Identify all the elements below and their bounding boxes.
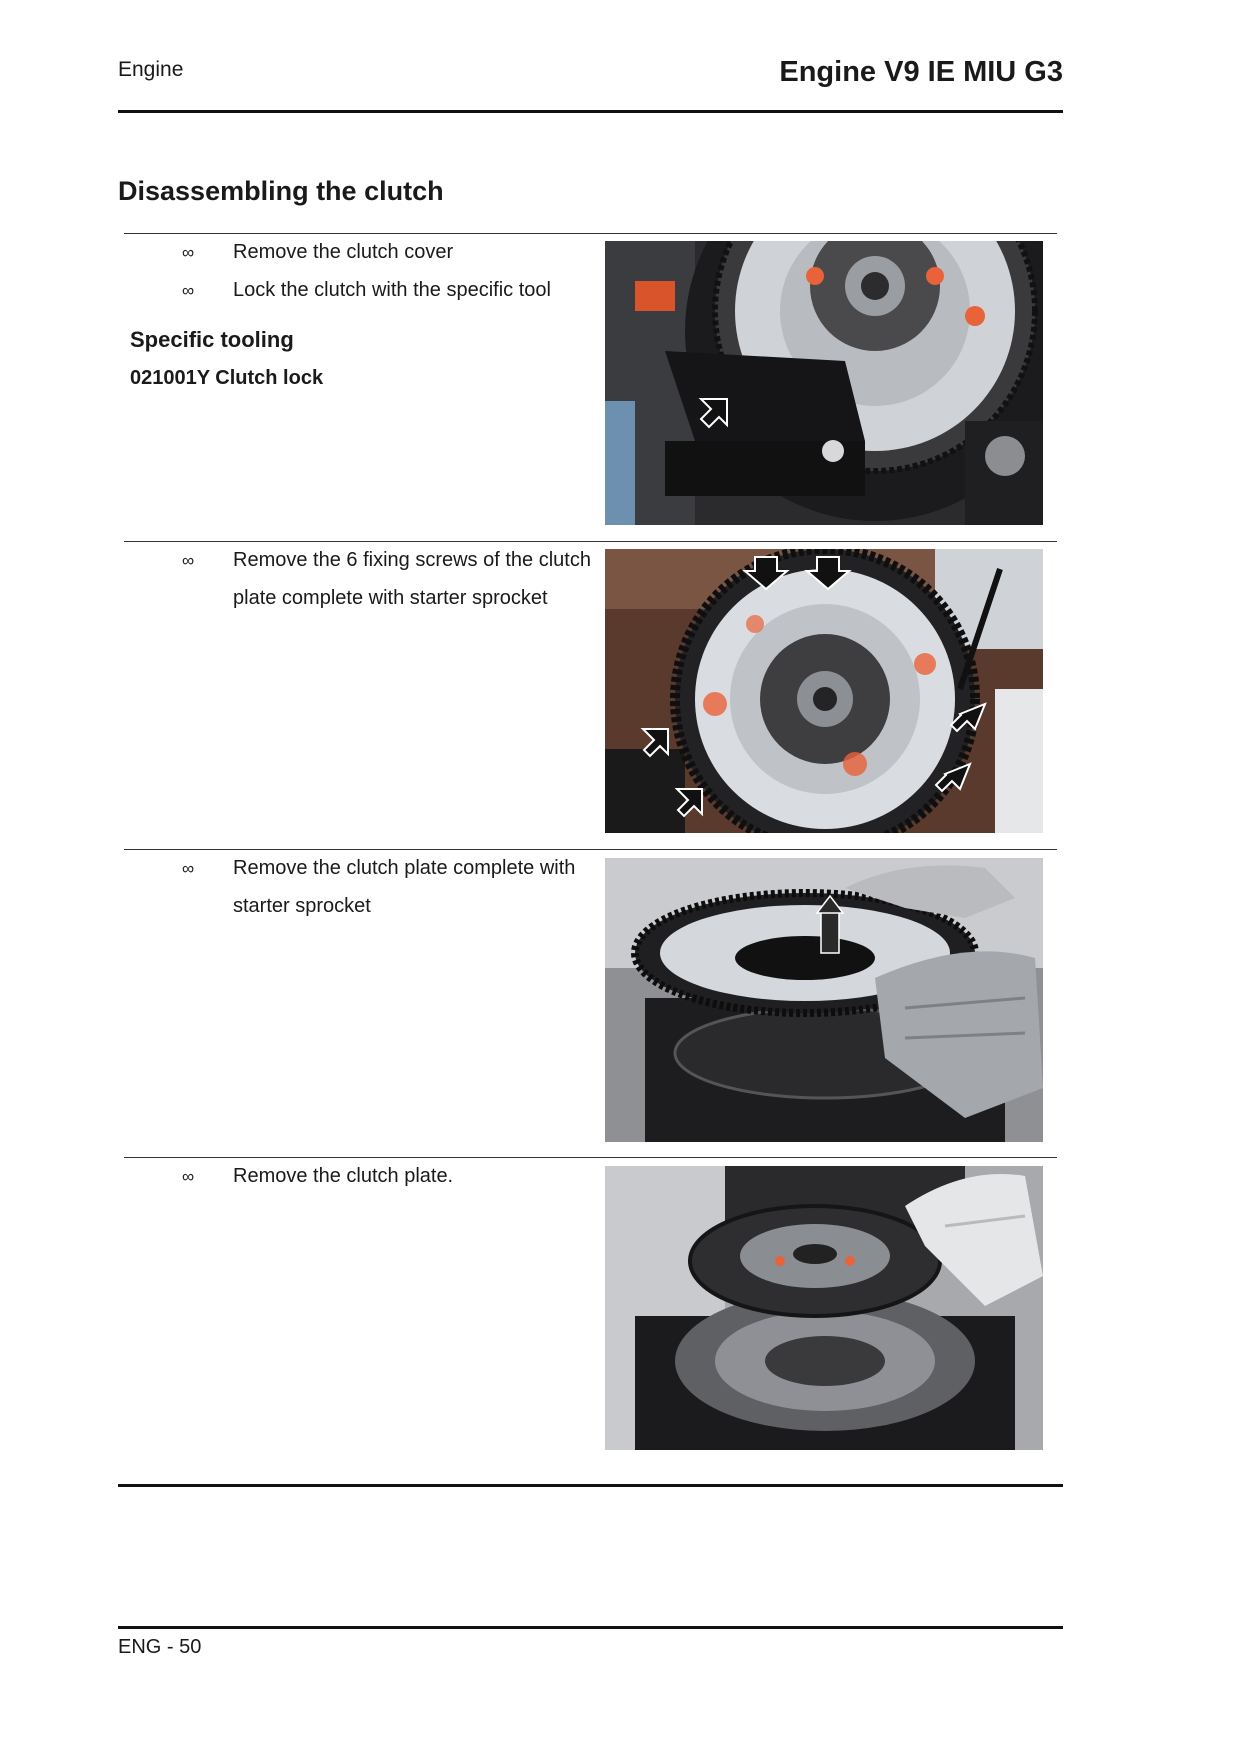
step-bullet (124, 234, 594, 272)
bullet-infinity-icon: ∞ (182, 1167, 195, 1186)
bullet-infinity-icon: ∞ (182, 859, 195, 878)
tooling-code: 021001Y Clutch lock (130, 367, 324, 389)
step-bullet-text: Remove the clutch plate complete with starter sprocket (233, 857, 576, 917)
step-bullet-text: Remove the clutch cover (233, 241, 454, 263)
lifting-clutch-plate-photo (605, 858, 1043, 1142)
specific-tooling-title: Specific tooling (130, 327, 294, 352)
step-bullet (124, 850, 594, 925)
header-document-title: Engine V9 IE MIU G3 (779, 56, 1063, 88)
bullet-infinity-icon: ∞ (182, 551, 195, 570)
footer-rule (118, 1626, 1063, 1629)
bullet-infinity-icon: ∞ (182, 243, 195, 262)
header-rule (118, 110, 1063, 113)
step-bullet (124, 1158, 594, 1196)
removing-clutch-disc-photo (605, 1166, 1043, 1450)
step-bullet (124, 272, 594, 310)
clutch-locked-with-tool-photo (605, 241, 1043, 525)
step-1-text (124, 234, 594, 390)
step-4-text (124, 1158, 594, 1196)
content-end-rule (118, 1484, 1063, 1487)
step-3-text (124, 850, 594, 925)
page-heading: Disassembling the clutch (118, 176, 444, 206)
step-bullet (124, 542, 594, 617)
step-bullet-text: Lock the clutch with the specific tool (233, 278, 551, 301)
step-bullet-text: Remove the clutch plate. (233, 1165, 454, 1187)
bullet-infinity-icon: ∞ (182, 280, 195, 300)
header-section-label: Engine (118, 58, 184, 81)
step-2-text (124, 542, 594, 617)
page-number: ENG - 50 (118, 1636, 202, 1658)
clutch-plate-fixing-screws-photo (605, 549, 1043, 833)
step-bullet-text: Remove the 6 fixing screws of the clutch plate complete with starter sprocket (233, 549, 591, 609)
